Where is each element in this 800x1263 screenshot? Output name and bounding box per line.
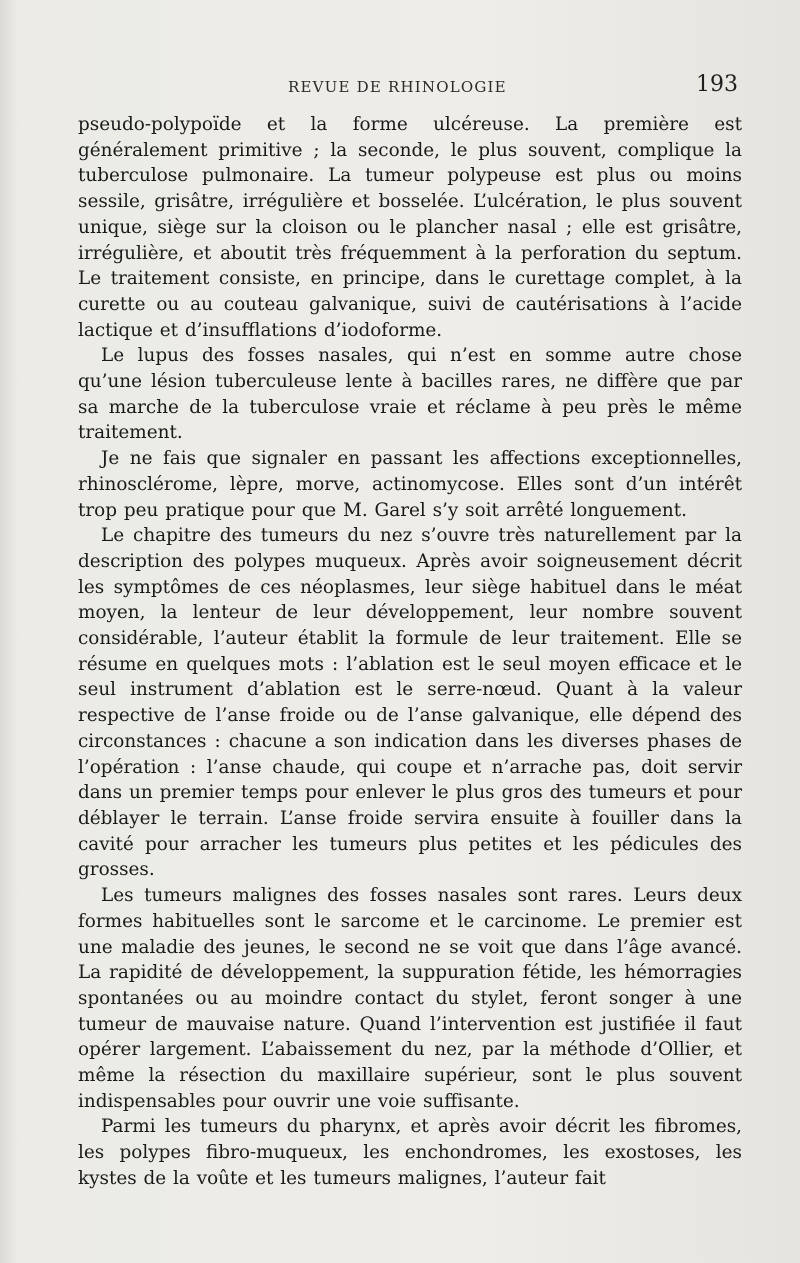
paragraph: Parmi les tumeurs du pharynx, et après avoir décrit les fibromes, les polypes fibro-muqueux, les enchondromes, les exostoses, les kystes de la voûte et les tumeurs malignes, l’auteur fait	[78, 1116, 742, 1189]
paragraph: Le chapitre des tumeurs du nez s’ouvre très naturellement par la description des polypes muqueux. Après avoir soigneusement décrit les symptômes de ces néoplasmes, leur siège habituel dans le méat moyen, la lenteur de leur développement, leur nombre souvent considérable, l’auteur établit la formule de leur traitement. Elle se résume en quelques mots : l’ablation est le seul moyen efficace et le seul instrument d’ablation est le serre-nœud. Quant à la valeur respective de l’anse froide ou de l’anse galvanique, elle dépend des circonstances : chacune a son indication dans les diverses phases de l’opération : l’anse chaude, qui coupe et n’arrache pas, doit servir dans un premier temps pour enlever le plus gros des tumeurs et pour déblayer le terrain. L’anse froide servira ensuite à fouiller dans la cavité pour arracher les tumeurs plus petites et les pédicules des grosses.	[78, 525, 742, 881]
paragraph: Le lupus des fosses nasales, qui n’est en somme autre chose qu’une lésion tuberculeuse lente à bacilles rares, ne diffère que par sa marche de la tuberculose vraie et réclame à peu près le même traitement.	[78, 345, 742, 444]
page-number: 193	[696, 72, 738, 97]
paragraph: Je ne fais que signaler en passant les affections exceptionnelles, rhinosclérome, lèpre, morve, actinomycose. Elles sont d’un intérêt trop peu pratique pour que M. Garel s’y soit arrêté longuement.	[78, 448, 742, 521]
running-header	[78, 72, 738, 102]
paragraph: Les tumeurs malignes des fosses nasales sont rares. Leurs deux formes habituelles sont le sarcome et le carcinome. Le premier est une maladie des jeunes, le second ne se voit que dans l’âge avancé. La rapidité de développement, la suppuration fétide, les hémorragies spontanées ou au moindre contact du stylet, feront songer à une tumeur de mauvaise nature. Quand l’intervention est justifiée il faut opérer largement. L’abaissement du nez, par la méthode d’Ollier, et même la résection du maxillaire supérieur, sont le plus souvent indispensables pour ouvrir une voie suffisante.	[78, 885, 742, 1112]
running-title: REVUE DE RHINOLOGIE	[288, 78, 507, 96]
paragraph: pseudo-polypoïde et la forme ulcéreuse. La première est généralement primitive ; la seconde, le plus souvent, complique la tuberculose pulmonaire. La tumeur polypeuse est plus ou moins sessile, grisâtre, irrégulière et bosselée. L’ulcération, le plus souvent unique, siège sur la cloison ou le plancher nasal ; elle est grisâtre, irrégulière, et aboutit très fréquemment à la perforation du septum. Le traitement consiste, en principe, dans le curettage complet, à la curette ou au couteau galvanique, suivi de cautérisations à l’acide lactique et d’insufflations d’iodoforme.	[78, 114, 742, 341]
body-text	[78, 112, 742, 1192]
